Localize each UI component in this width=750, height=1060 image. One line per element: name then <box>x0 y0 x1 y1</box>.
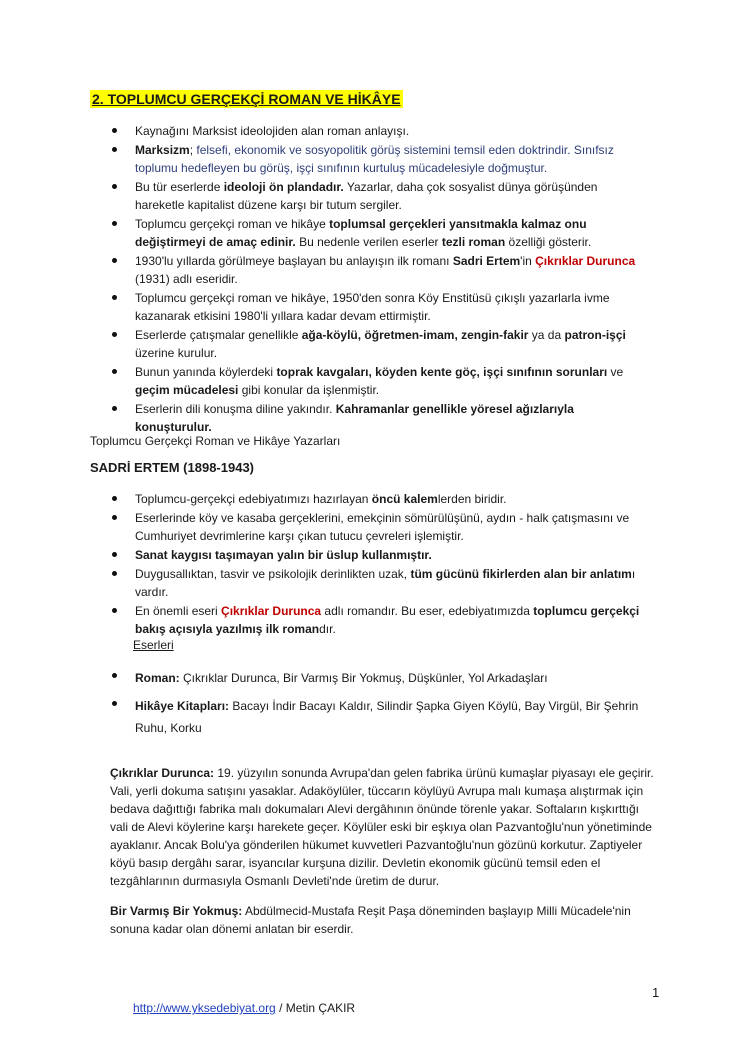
text-run: Eserlerinde köy ve kasaba gerçeklerini, emekçinin sömürülüşünü, aydın - halk çatışmasını ve Cumhuriyet devrimlerine karşı çıkan tutucu çevreleri işlemiştir. <box>135 511 630 543</box>
text-run: (1931) adlı eseridir. <box>135 272 238 286</box>
text-run: adlı romandır. Bu eser, edebiyatımızda <box>321 604 534 618</box>
text-run: 19. yüzyılın sonunda Avrupa'dan gelen fabrika ürünü kumaşlar piyasayı ele geçirir. Vali, yerli dokuma satışını yasaklar. Adaköylüler, tüccarın köylüyü Avrupa malı kumaşa alıştırmak için bedava dağıttığı fabrika malı dokumaları Alevi dergâhının önünde törenle yakar. Softaların kışkırttığı vali de Alevi köylerine karşı harekete geçer. Köylüler eski bir eşkıya olan Pazvantoğlu'nun yönetiminde ayaklanır. Ancak Bolu'ya gönderilen hükumet kuvvetleri Pazvantoğlu'nun gözünü korkutur. Zaptiyeler köyü basıp dergâhı sarar, isyancılar kurşuna dizilir. Devletin ekonomik gücünü temsil eden el tezgâhlarının durmasıyla Osmanlı Devleti'nde üretim de durur. <box>110 766 654 888</box>
text-run: Abdülmecid-Mustafa Reşit Paşa döneminden başlayıp Milli Mücadele'nin sonuna kadar olan dönemi anlatan bir eserdir. <box>110 904 631 936</box>
text-run: gibi konular da işlenmiştir. <box>238 383 380 397</box>
footer-link[interactable]: http://www.yksedebiyat.org <box>133 1001 276 1015</box>
text-run: Eserlerde çatışmalar genellikle <box>135 328 302 342</box>
text-run: Bu tür eserlerde <box>135 180 224 194</box>
text-run: Toplumcu-gerçekçi edebiyatımızı hazırlayan <box>135 492 372 506</box>
text-run: ı vardır. <box>135 567 636 599</box>
bullet-item <box>110 546 650 564</box>
author-bullet-list <box>110 490 650 639</box>
main-heading: 2. TOPLUMCU GERÇEKÇİ ROMAN VE HİKÂYE <box>92 91 401 107</box>
bullet-item <box>110 490 650 508</box>
bullet-item <box>110 326 650 362</box>
text-run: ağa-köylü, öğretmen-imam, zengin-fakir <box>301 328 529 342</box>
text-run: Bu nedenle verilen eserler <box>295 235 442 249</box>
text-run: Marksizm <box>135 143 190 157</box>
text-run: Yazarlar, daha çok sosyalist dünya görüşünden hareketle kapitalist düzene karşı bir tutum sergiler. <box>135 180 598 212</box>
bullet-item <box>110 289 650 325</box>
text-run: Eserlerin dili konuşma diline yakındır. <box>135 402 336 416</box>
text-run: tezli roman <box>441 235 506 249</box>
text-run: Sanat kaygısı taşımayan yalın bir üslup kullanmıştır. <box>135 548 432 562</box>
text-run: patron-işçi <box>564 328 626 342</box>
works-bullet-list <box>110 667 650 745</box>
bullet-item <box>110 565 650 601</box>
bullet-item <box>110 122 650 140</box>
text-run: Bir Varmış Bir Yokmuş: <box>110 904 243 918</box>
text-run: Çıkrıklar Durunca, Bir Varmış Bir Yokmuş, Düşkünler, Yol Arkadaşları <box>179 671 548 685</box>
text-run: toplumsal gerçekleri yansıtmakla kalmaz onu değiştirmeyi de amaç edinir. <box>135 217 587 249</box>
text-run: 1930'lu yıllarda görülmeye başlayan bu anlayışın ilk romanı <box>135 254 453 268</box>
text-run: toprak kavgaları, köyden kente göç, işçi sınıfının sorunları <box>276 365 608 379</box>
bullet-item <box>110 252 650 288</box>
text-run: Çıkrıklar Durunca: <box>110 766 215 780</box>
text-run: Bunun yanında köylerdeki <box>135 365 277 379</box>
text-run: Toplumcu gerçekçi roman ve hikâye, 1950'den sonra Köy Enstitüsü çıkışlı yazarlarla ivme kazanarak etkisini 1980'li yıllara kadar devam ettirmiştir. <box>135 291 610 323</box>
text-run: Kaynağını Marksist ideolojiden alan roman anlayışı. <box>135 124 410 138</box>
page-number: 1 <box>652 985 660 1000</box>
summary-bir-varmis-bir-yokmus <box>110 902 655 938</box>
text-run: ideoloji ön plandadır. <box>223 180 344 194</box>
text-run: Çıkrıklar Durunca <box>221 604 322 618</box>
text-run: ya da <box>528 328 565 342</box>
text-run: Roman: <box>135 671 180 685</box>
text-run: ve <box>607 365 624 379</box>
text-run: Çıkrıklar Durunca <box>535 254 636 268</box>
text-run: Toplumcu gerçekçi roman ve hikâye <box>135 217 330 231</box>
text-run: üzerine kurulur. <box>135 346 218 360</box>
section-label: Toplumcu Gerçekçi Roman ve Hikâye Yazarları <box>90 434 341 448</box>
text-run: En önemli eseri <box>135 604 222 618</box>
text-run: dır. <box>319 622 336 636</box>
bullet-item <box>110 215 650 251</box>
text-run: toplumcu gerçekçi bakış açısıyla yazılmış ilk roman <box>135 604 640 636</box>
text-run: Duygusallıktan, tasvir ve psikolojik derinlikten uzak, <box>135 567 411 581</box>
bullet-item <box>110 509 650 545</box>
text-run: felsefi, ekonomik ve sosyopolitik görüş sistemini temsil eden doktrindir. Sınıfsız toplumu hedefleyen bu görüş, işçi sınıfının kurtuluş mücadelesiyle doğmuştur. <box>135 143 614 175</box>
text-run: 'in <box>520 254 536 268</box>
text-run: lerden biridir. <box>437 492 507 506</box>
text-run: ; <box>189 143 197 157</box>
bullet-item <box>110 178 650 214</box>
footer-author: / Metin ÇAKIR <box>275 1001 356 1015</box>
footer <box>133 1001 355 1015</box>
bullet-item <box>110 400 650 436</box>
bullet-item <box>110 667 650 689</box>
text-run: özelliği gösterir. <box>505 235 592 249</box>
author-heading: SADRİ ERTEM (1898-1943) <box>90 460 254 475</box>
works-label: Eserleri <box>133 638 174 652</box>
bullet-item <box>110 141 650 177</box>
bullet-item <box>110 602 650 638</box>
bullet-item <box>110 363 650 399</box>
text-run: Kahramanlar genellikle yöresel ağızlarıyla konuşturulur. <box>135 402 574 434</box>
text-run: Hikâye Kitapları: <box>135 699 230 713</box>
text-run: geçim mücadelesi <box>135 383 239 397</box>
text-run: Bacayı İndir Bacayı Kaldır, Silindir Şapka Giyen Köylü, Bay Virgül, Bir Şehrin Ruhu, Korku <box>135 699 639 735</box>
text-run: öncü kalem <box>371 492 438 506</box>
bullet-item <box>110 695 650 739</box>
text-run: Sadri Ertem <box>452 254 521 268</box>
text-run: tüm gücünü fikirlerden alan bir anlatım <box>410 567 632 581</box>
summary-cikriklar-durunca <box>110 764 655 890</box>
intro-bullet-list <box>110 122 650 437</box>
